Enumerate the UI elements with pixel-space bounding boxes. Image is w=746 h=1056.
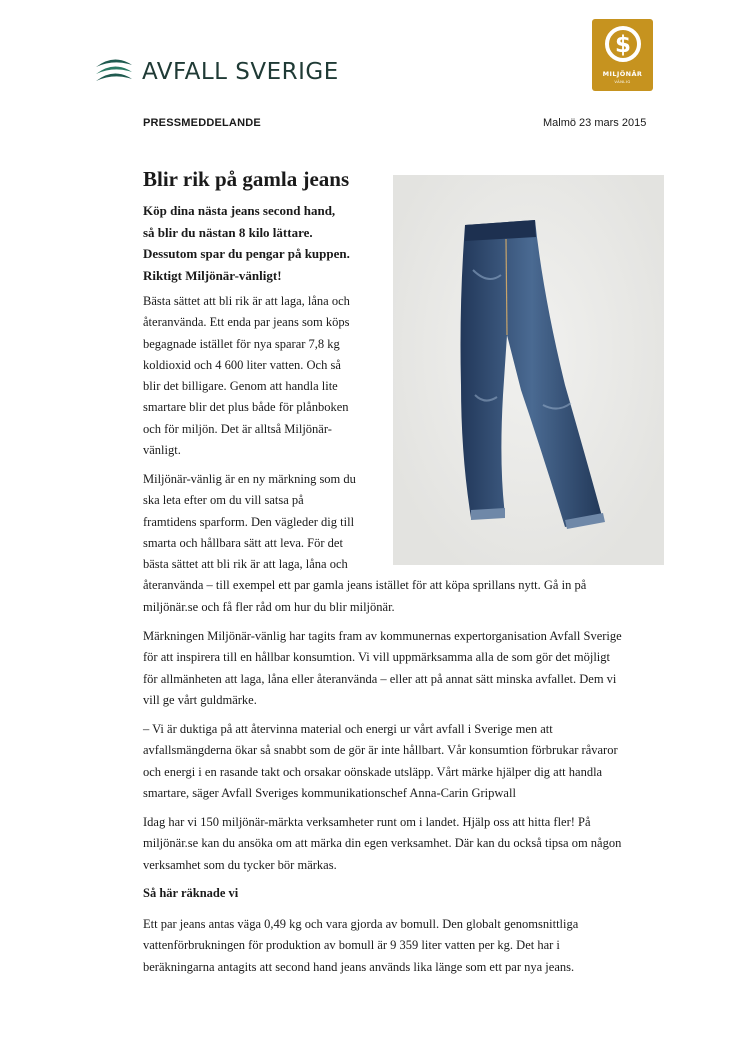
text-line: vill ge vårt guldmärke. [143, 692, 257, 707]
release-date: Malmö 23 mars 2015 [543, 117, 647, 129]
lead-line: Riktigt Miljönär-vänligt! [143, 267, 282, 283]
text-line: och energi i en rasande takt och orsakar oönskade utsläpp. Vårt märke hjälper dig att handla [143, 764, 603, 779]
text-line: blir det billigare. Genom att handla lite [143, 379, 338, 394]
text-line: vänligt. [143, 443, 181, 458]
press-release-label: PRESSMEDDELANDE [143, 117, 261, 129]
text-line: beräkningarna antagits att second hand jeans används lika länge som ett par nya jeans. [143, 959, 575, 974]
text-line: Miljönär-vänlig är en ny märkning som du [143, 472, 356, 486]
text-line: koldioxid och 4 600 liter vatten. Och så [143, 357, 341, 372]
text-line: begagnade istället för nya sparar 7,8 kg [143, 336, 340, 351]
section-subheading: Så här räknade vi [143, 886, 239, 900]
text-line: miljönär.se och få fler råd om hur du blir miljönär. [143, 599, 395, 614]
text-line: smartare blir det plus både för plånboken [143, 400, 349, 415]
text-line: smarta och hållbara sätt att leva. För det [143, 535, 343, 550]
text-line: avfallsmängderna ökar så snabbt som de gör är inte hållbart. Vår konsumtion förbrukar råvaror [143, 743, 618, 758]
wave-logo-icon [94, 57, 134, 87]
text-line: Idag har vi 150 miljönär-märkta verksamheter runt om i landet. Hjälp oss att hitta fler! På [143, 815, 591, 829]
logo-text: AVFALL SVERIGE [142, 59, 339, 85]
text-line: framtidens sparform. Den vägleder dig till [143, 514, 355, 529]
paragraph-3 [143, 626, 622, 711]
text-line: bästa sättet att bli rik är att laga, låna och [143, 557, 348, 572]
text-line: Märkningen Miljönär-vänlig har tagits fram av kommunernas expertorganisation Avfall Sverige [143, 629, 622, 643]
badge-label: MILJÖNÄR [602, 70, 643, 78]
article-title: Blir rik på gamla jeans [143, 167, 350, 191]
text-line: återanvända. Ett enda par jeans som köps [143, 315, 350, 330]
article-lead [143, 200, 350, 286]
paragraph-5 [143, 812, 621, 876]
text-line: och för miljön. Det är alltså Miljönär- [143, 421, 332, 436]
lead-line: Dessutom spar du pengar på kuppen. [143, 246, 350, 261]
paragraph-2 [143, 469, 586, 618]
text-line: Bästa sättet att bli rik är att laga, låna och [143, 294, 350, 308]
lead-line: Köp dina nästa jeans second hand, [143, 203, 336, 218]
miljonar-vanlig-badge [592, 19, 653, 91]
svg-text:$: $ [614, 32, 632, 58]
paragraph-1 [143, 291, 350, 461]
badge-sublabel: VÄNLIG [614, 79, 631, 84]
text-line: återanvända – till exempel ett par gamla jeans istället för att köpa sprillans nytt. Gå in på [143, 578, 587, 593]
text-line: miljönär.se kan du ansöka om att märka din egen verksamhet. Där kan du också tipsa om någon [143, 836, 622, 851]
text-line: verksamhet som du tycker bör märkas. [143, 857, 337, 872]
text-line: smartare, säger Avfall Sveriges kommunikationschef Anna-Carin Gripwall [143, 785, 516, 800]
text-line: – Vi är duktiga på att återvinna material och energi ur vårt avfall i Sverige men att [143, 722, 553, 736]
dollar-coin-icon [604, 25, 642, 63]
text-line: för att inspirera till en hållbar konsumtion. Vi vill uppmärksamma alla de som gör det möjligt [143, 650, 610, 665]
avfall-sverige-logo [94, 57, 339, 87]
text-line: Ett par jeans antas väga 0,49 kg och vara gjorda av bomull. Den globalt genomsnittliga [143, 917, 579, 931]
text-line: ska leta efter om du vill satsa på [143, 493, 304, 508]
paragraph-4 [143, 719, 618, 804]
text-line: vattenförbrukningen för produktion av bomull är 9 359 liter vatten per kg. Det har i [143, 938, 560, 953]
lead-line: så blir du nästan 8 kilo lättare. [143, 224, 313, 240]
text-line: för allmänheten att laga, låna eller återanvända – eller att på annat sätt minska avfallet. Dem vi [143, 671, 617, 686]
paragraph-6 [143, 914, 578, 978]
